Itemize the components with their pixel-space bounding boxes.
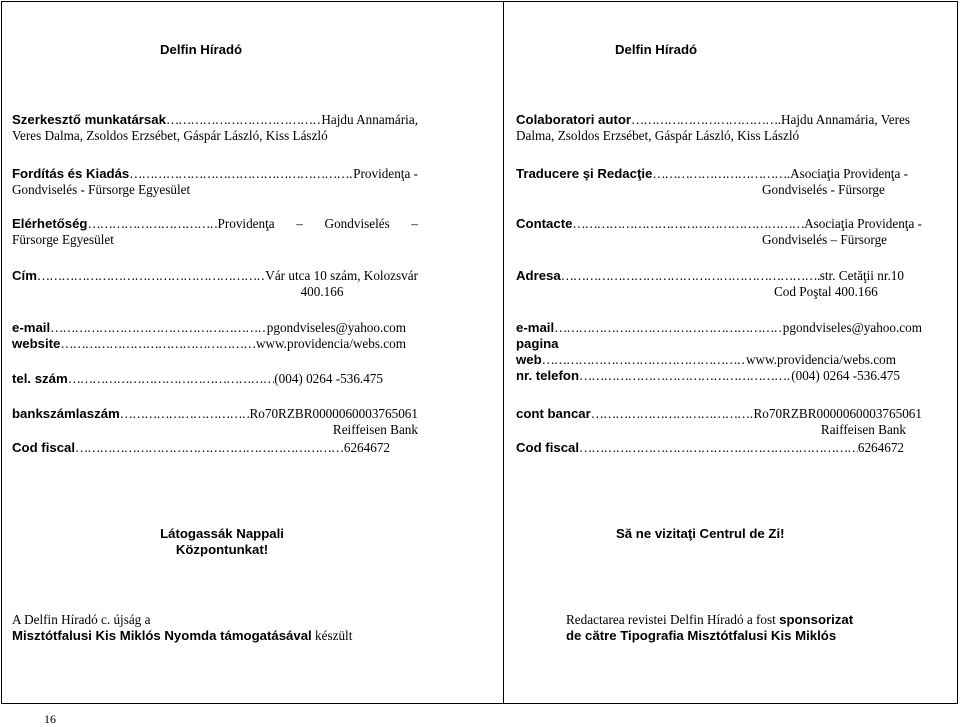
r-address-line1: str. Cetăţii nr.10 [819,268,904,283]
left-bank [12,406,418,438]
translation-line2: Gondviselés - Fürsorge Egyesület [12,182,191,197]
phone-value: (004) 0264 -536.475 [274,371,383,386]
right-editors [516,112,910,144]
r-fiscal-value: 6264672 [857,440,904,455]
email-label: e-mail [12,320,51,335]
visit-line1: Látogassák Nappali [160,526,284,541]
r-bank-label: cont bancar [516,406,591,421]
r-editors-label: Colaboratori autor [516,112,632,127]
left-fiscal [12,440,390,456]
editors-label: Szerkesztő munkatársak [12,112,166,127]
r-bank-name: Raiffeisen Bank [820,422,906,437]
left-website [12,336,406,352]
r-translation-line2: Gondviselés - Fürsorge [762,182,885,197]
left-translation [12,166,418,198]
r-footer-line2: de către Tipografia Misztótfalusi Kis Miklós [566,628,837,643]
bank-value: Ro70RZBR0000060003765061 [249,406,418,421]
r-email-value: pgondviseles@yahoo.com [782,320,922,335]
right-footer [566,612,960,644]
r-page-label: pagina [516,336,559,351]
r-web-value: www.providencia/webs.com [745,352,896,367]
r-footer-plain: Redactarea revistei Delfin Híradó a fost [566,612,780,627]
footer-bold: Misztótfalusi Kis Miklós Nyomda támogatásával [12,628,312,643]
email-value: pgondviseles@yahoo.com [266,320,406,335]
r-address-line2: Cod Poştal 400.166 [774,284,878,299]
page-number: 16 [44,712,56,726]
r-fiscal-label: Cod fiscal [516,440,580,455]
left-editors [12,112,418,144]
right-bank [516,406,922,438]
left-phone [12,371,383,387]
r-visit-line1: Să ne vizitaţi Centrul de Zi! [616,526,785,541]
translation-line1: Providenţa - [353,166,418,181]
footer-line1: A Delfin Híradó c. újság a [12,612,151,627]
left-contact [12,216,418,248]
column-divider [503,1,504,703]
bank-label: bankszámlaszám [12,406,120,421]
r-footer-bold: sponsorizat [779,612,854,627]
left-footer [12,612,462,644]
r-web-label: web [516,352,542,367]
left-title: Delfin Híradó [160,42,243,57]
right-fiscal [516,440,904,456]
address-line2: 400.166 [300,284,344,299]
address-line1: Vár utca 10 szám, Kolozsvár [265,268,418,283]
right-translation [516,166,908,198]
right-email [516,320,922,384]
fiscal-label: Cod fiscal [12,440,76,455]
bank-name: Reiffeisen Bank [332,422,418,437]
left-email [12,320,406,336]
right-address [516,268,904,300]
r-contact-label: Contacte [516,216,573,231]
website-label: website [12,336,61,351]
visit-line2: Központunkat! [175,542,269,557]
left-address [12,268,418,300]
r-contact-line2: Gondviselés – Fürsorge [762,232,888,247]
left-visit [142,526,302,558]
r-editors-line2: Dalma, Zsoldos Erzsébet, Gáspár László, Kiss László [516,128,800,143]
address-label: Cím [12,268,37,283]
phone-label: tel. szám [12,371,68,386]
right-title: Delfin Híradó [615,42,698,57]
editors-line1: Hajdu Annamária, [321,112,418,127]
contact-line1: Providenţa – Gondviselés – [217,216,418,231]
r-bank-value: Ro70RZBR0000060003765061 [753,406,922,421]
right-visit [616,526,876,542]
r-contact-line1: Asociaţia Providenţa - [804,216,922,231]
r-editors-line1: Hajdu Annamária, Veres [780,112,910,127]
r-email-label: e-mail [516,320,555,335]
footer-rest: készült [311,628,353,643]
translation-label: Fordítás és Kiadás [12,166,130,181]
contact-label: Elérhetőség [12,216,88,231]
r-address-label: Adresa [516,268,561,283]
r-translation-line1: Asociaţia Providenţa - [790,166,908,181]
fiscal-value: 6264672 [343,440,390,455]
website-value: www.providencia/webs.com [255,336,406,351]
r-phone-value: (004) 0264 -536.475 [791,368,900,383]
contact-line2: Fürsorge Egyesület [12,232,114,247]
r-translation-label: Traducere şi Redacţie [516,166,653,181]
right-contact [516,216,922,248]
r-phone-label: nr. telefon [516,368,580,383]
editors-line2: Veres Dalma, Zsoldos Erzsébet, Gáspár László, Kiss László [12,128,328,143]
